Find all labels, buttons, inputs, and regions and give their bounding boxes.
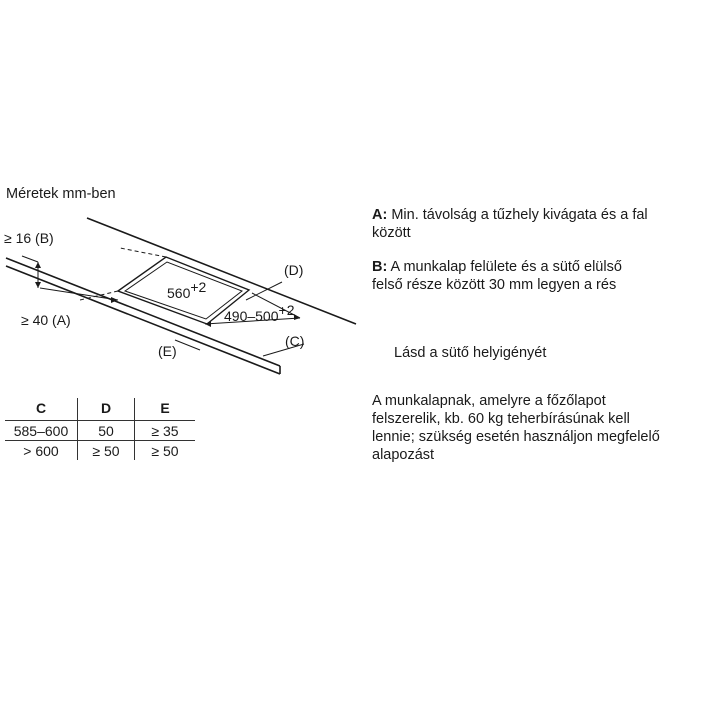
label-d: (D) [284, 262, 304, 278]
note-a [372, 206, 648, 224]
worktop-note-line3: lennie; szükség esetén használjon megfelelő [372, 429, 660, 445]
table-cell: ≥ 50 [78, 441, 135, 461]
table-cell: ≥ 35 [135, 421, 196, 441]
table-cell: ≥ 50 [151, 442, 179, 459]
label-b: ≥ 16 (B) [4, 230, 54, 246]
label-a: ≥ 40 (A) [21, 312, 71, 328]
note-a-key: A: [372, 207, 388, 223]
worktop-back-edge [87, 218, 356, 324]
header-e: E [135, 398, 196, 421]
note-b [372, 258, 622, 276]
units-caption: Méretek mm-ben [6, 186, 116, 202]
worktop-note-line4: alapozást [372, 447, 435, 463]
label-e: (E) [158, 343, 177, 359]
dimension-table [5, 398, 195, 460]
note-b-key: B: [372, 259, 388, 275]
note-a-text: Min. távolság a tűzhely kivágata és a fal [391, 207, 648, 223]
table-row [5, 441, 195, 461]
label-c: (C) [285, 333, 305, 349]
width-dimension: 560+2 [167, 279, 207, 301]
table-cell: > 600 [23, 442, 59, 459]
note-b-text: A munkalap felülete és a sütő elülső [390, 259, 622, 275]
depth-dimension: 490–500+2 [224, 302, 295, 324]
header-c: C [5, 398, 78, 421]
table-cell: 585–600 [5, 421, 78, 441]
table-header-row [5, 398, 195, 421]
worktop-note-line1: A munkalapnak, amelyre a főzőlapot [372, 393, 606, 409]
oven-note: Lásd a sütő helyigényét [394, 345, 547, 361]
table-row [5, 421, 195, 441]
worktop-note-line2: felszerelik, kb. 60 kg teherbírásúnak kell [372, 411, 630, 427]
table-cell: 50 [78, 421, 135, 441]
note-b-line2: felső része között 30 mm legyen a rés [372, 277, 617, 293]
header-d: D [78, 398, 135, 421]
note-a-line2: között [372, 225, 411, 241]
